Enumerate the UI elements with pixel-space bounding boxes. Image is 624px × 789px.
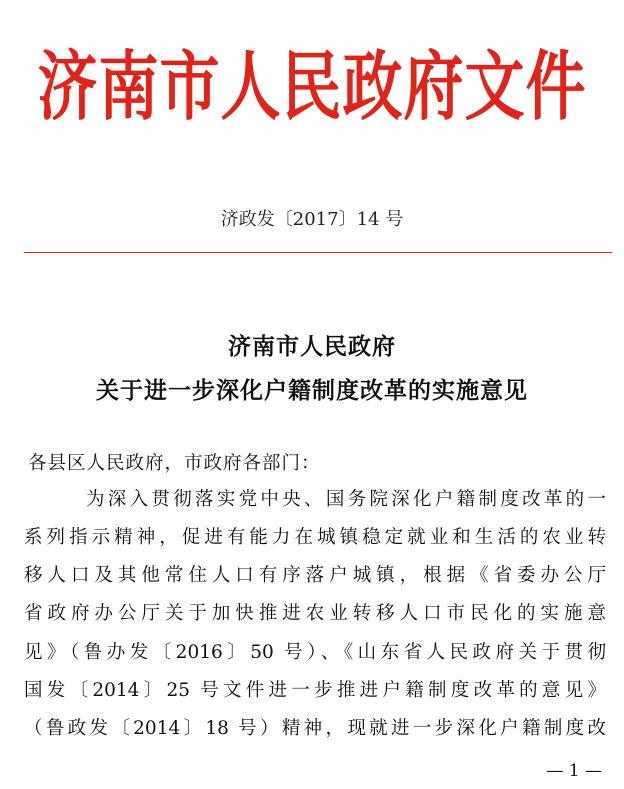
red-divider-line xyxy=(24,252,612,253)
body-text-line: （鲁政发〔2014〕18 号）精神，现就进一步深化户籍制度改 xyxy=(24,718,606,739)
body-text-line: 国发〔2014〕25 号文件进一步推进户籍制度改革的意见》 xyxy=(24,680,606,701)
document-title-line-1: 济南市人民政府 xyxy=(228,333,396,360)
red-header-title: 济南市人民政府文件 xyxy=(37,43,587,132)
body-text-line: 移人口及其他常住人口有序落户城镇，根据《省委办公厅 xyxy=(24,565,606,586)
body-text-line: 系列指示精神，促进有能力在城镇稳定就业和生活的农业转 xyxy=(24,527,606,548)
body-text-line: 见》（鲁办发〔2016〕50 号）、《山东省人民政府关于贯彻 xyxy=(24,642,606,663)
document-title-line-2: 关于进一步深化户籍制度改革的实施意见 xyxy=(96,377,528,404)
body-text-line: 为深入贯彻落实党中央、国务院深化户籍制度改革的一 xyxy=(86,489,606,510)
page-number: — 1 — xyxy=(546,761,602,781)
document-number: 济政发〔2017〕14 号 xyxy=(220,209,404,230)
body-text-line: 省政府办公厅关于加快推进农业转移人口市民化的实施意 xyxy=(24,603,606,624)
salutation-text: 各县区人民政府，市政府各部门： xyxy=(28,453,321,474)
